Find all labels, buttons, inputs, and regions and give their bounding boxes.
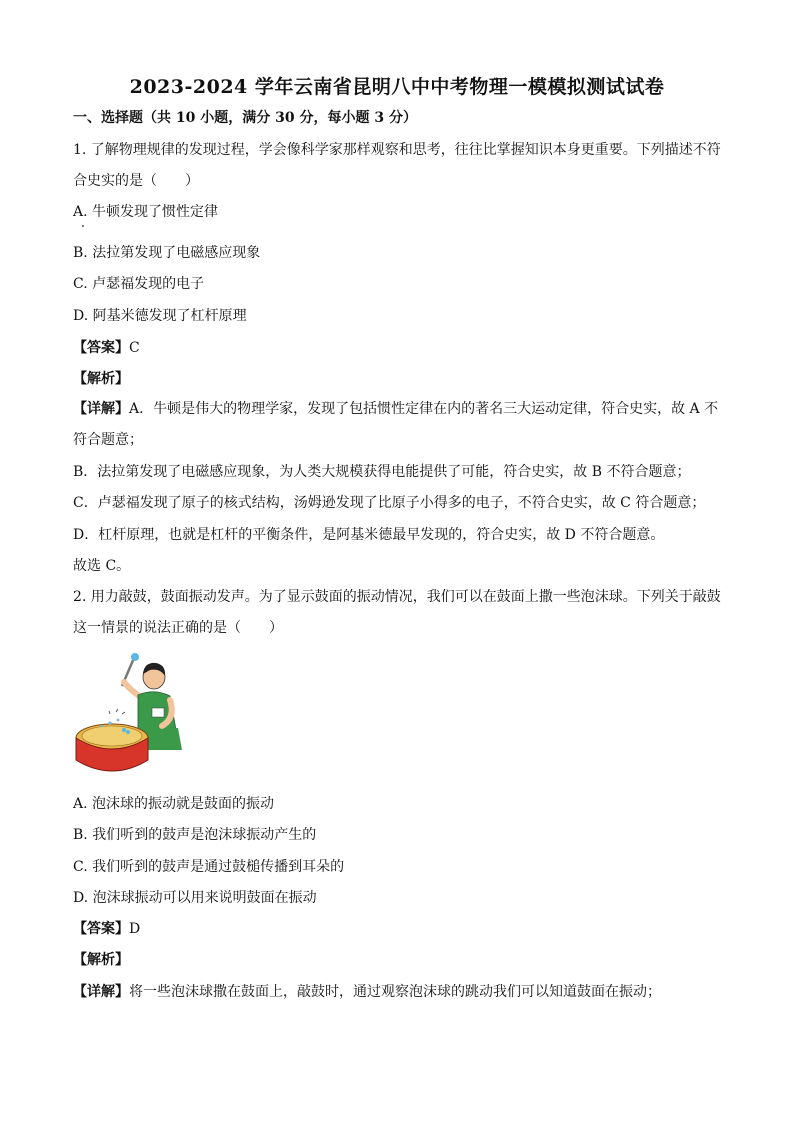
q2-stem-line1: 2. 用力敲鼓，鼓面振动发声。为了显示鼓面的振动情况，我们可以在鼓面上撒一些泡沫球。下列关于敲鼓	[73, 589, 721, 605]
q2-answer	[73, 919, 733, 939]
detail-tag: 【详解】	[73, 984, 129, 1000]
q1-detail-line3: B．法拉第发现了电磁感应现象，为人类大规模获得电能提供了可能，符合史实，故 B 不符合题意；	[73, 464, 691, 480]
q1-detail-line1: 【详解】A．牛顿是伟大的物理学家，发现了包括惯性定律在内的著名三大运动定律，符合史实，故 A 不	[73, 401, 719, 417]
q2-option-d: D. 泡沫球振动可以用来说明鼓面在振动	[73, 890, 317, 906]
answer-tag: 【答案】	[73, 921, 129, 937]
q1-detail-line4: C．卢瑟福发现了原子的核式结构，汤姆逊发现了比原子小得多的电子，不符合史实，故 C 符合题意；	[73, 495, 706, 511]
q1-analysis-tag: 【解析】	[73, 371, 129, 387]
q1-stem-line1: 1. 了解物理规律的发现过程，学会像科学家那样观察和思考，往往比掌握知识本身更重要。下列描述不符	[73, 142, 721, 158]
q2-stem-line2: 这一情景的说法正确的是（ ）	[73, 620, 283, 636]
q1-option-a: A. 牛顿发现了惯性定律	[73, 204, 219, 220]
answer-value: D	[129, 921, 141, 937]
detail-tag: 【详解】	[73, 401, 129, 417]
answer-tag: 【答案】	[73, 340, 129, 356]
q1-answer	[73, 338, 733, 358]
q2-option-b: B. 我们听到的鼓声是泡沫球振动产生的	[73, 827, 317, 843]
q1-conclusion: 故选 C。	[73, 558, 131, 574]
q1-detail-line5: D．杠杆原理，也就是杠杆的平衡条件，是阿基米德最早发现的，符合史实，故 D 不符合题意。	[73, 527, 665, 543]
section-heading: 一、选择题（共 10 小题，满分 30 分，每小题 3 分）	[73, 110, 417, 126]
q1-option-d: D. 阿基米德发现了杠杆原理	[73, 308, 247, 324]
q1-stem-line2: 合史实的是（ ）	[73, 173, 199, 189]
q2-option-c: C. 我们听到的鼓声是通过鼓槌传播到耳朵的	[73, 859, 345, 875]
q2-detail-line1: 【详解】将一些泡沫球撒在鼓面上，敲鼓时，通过观察泡沫球的跳动我们可以知道鼓面在振动；	[73, 984, 661, 1000]
q1-option-b: B. 法拉第发现了电磁感应现象	[73, 245, 261, 261]
page-title: 2023-2024 学年云南省昆明八中中考物理一模模拟测试试卷	[129, 76, 665, 98]
drum-illustration	[72, 650, 184, 780]
answer-value: C	[129, 340, 140, 356]
q2-option-a: A. 泡沫球的振动就是鼓面的振动	[73, 796, 275, 812]
q1-option-c: C. 卢瑟福发现的电子	[73, 276, 205, 292]
q2-analysis-tag: 【解析】	[73, 952, 129, 968]
stray-dot	[82, 225, 84, 227]
q1-detail-line2: 符合题意；	[73, 432, 143, 448]
